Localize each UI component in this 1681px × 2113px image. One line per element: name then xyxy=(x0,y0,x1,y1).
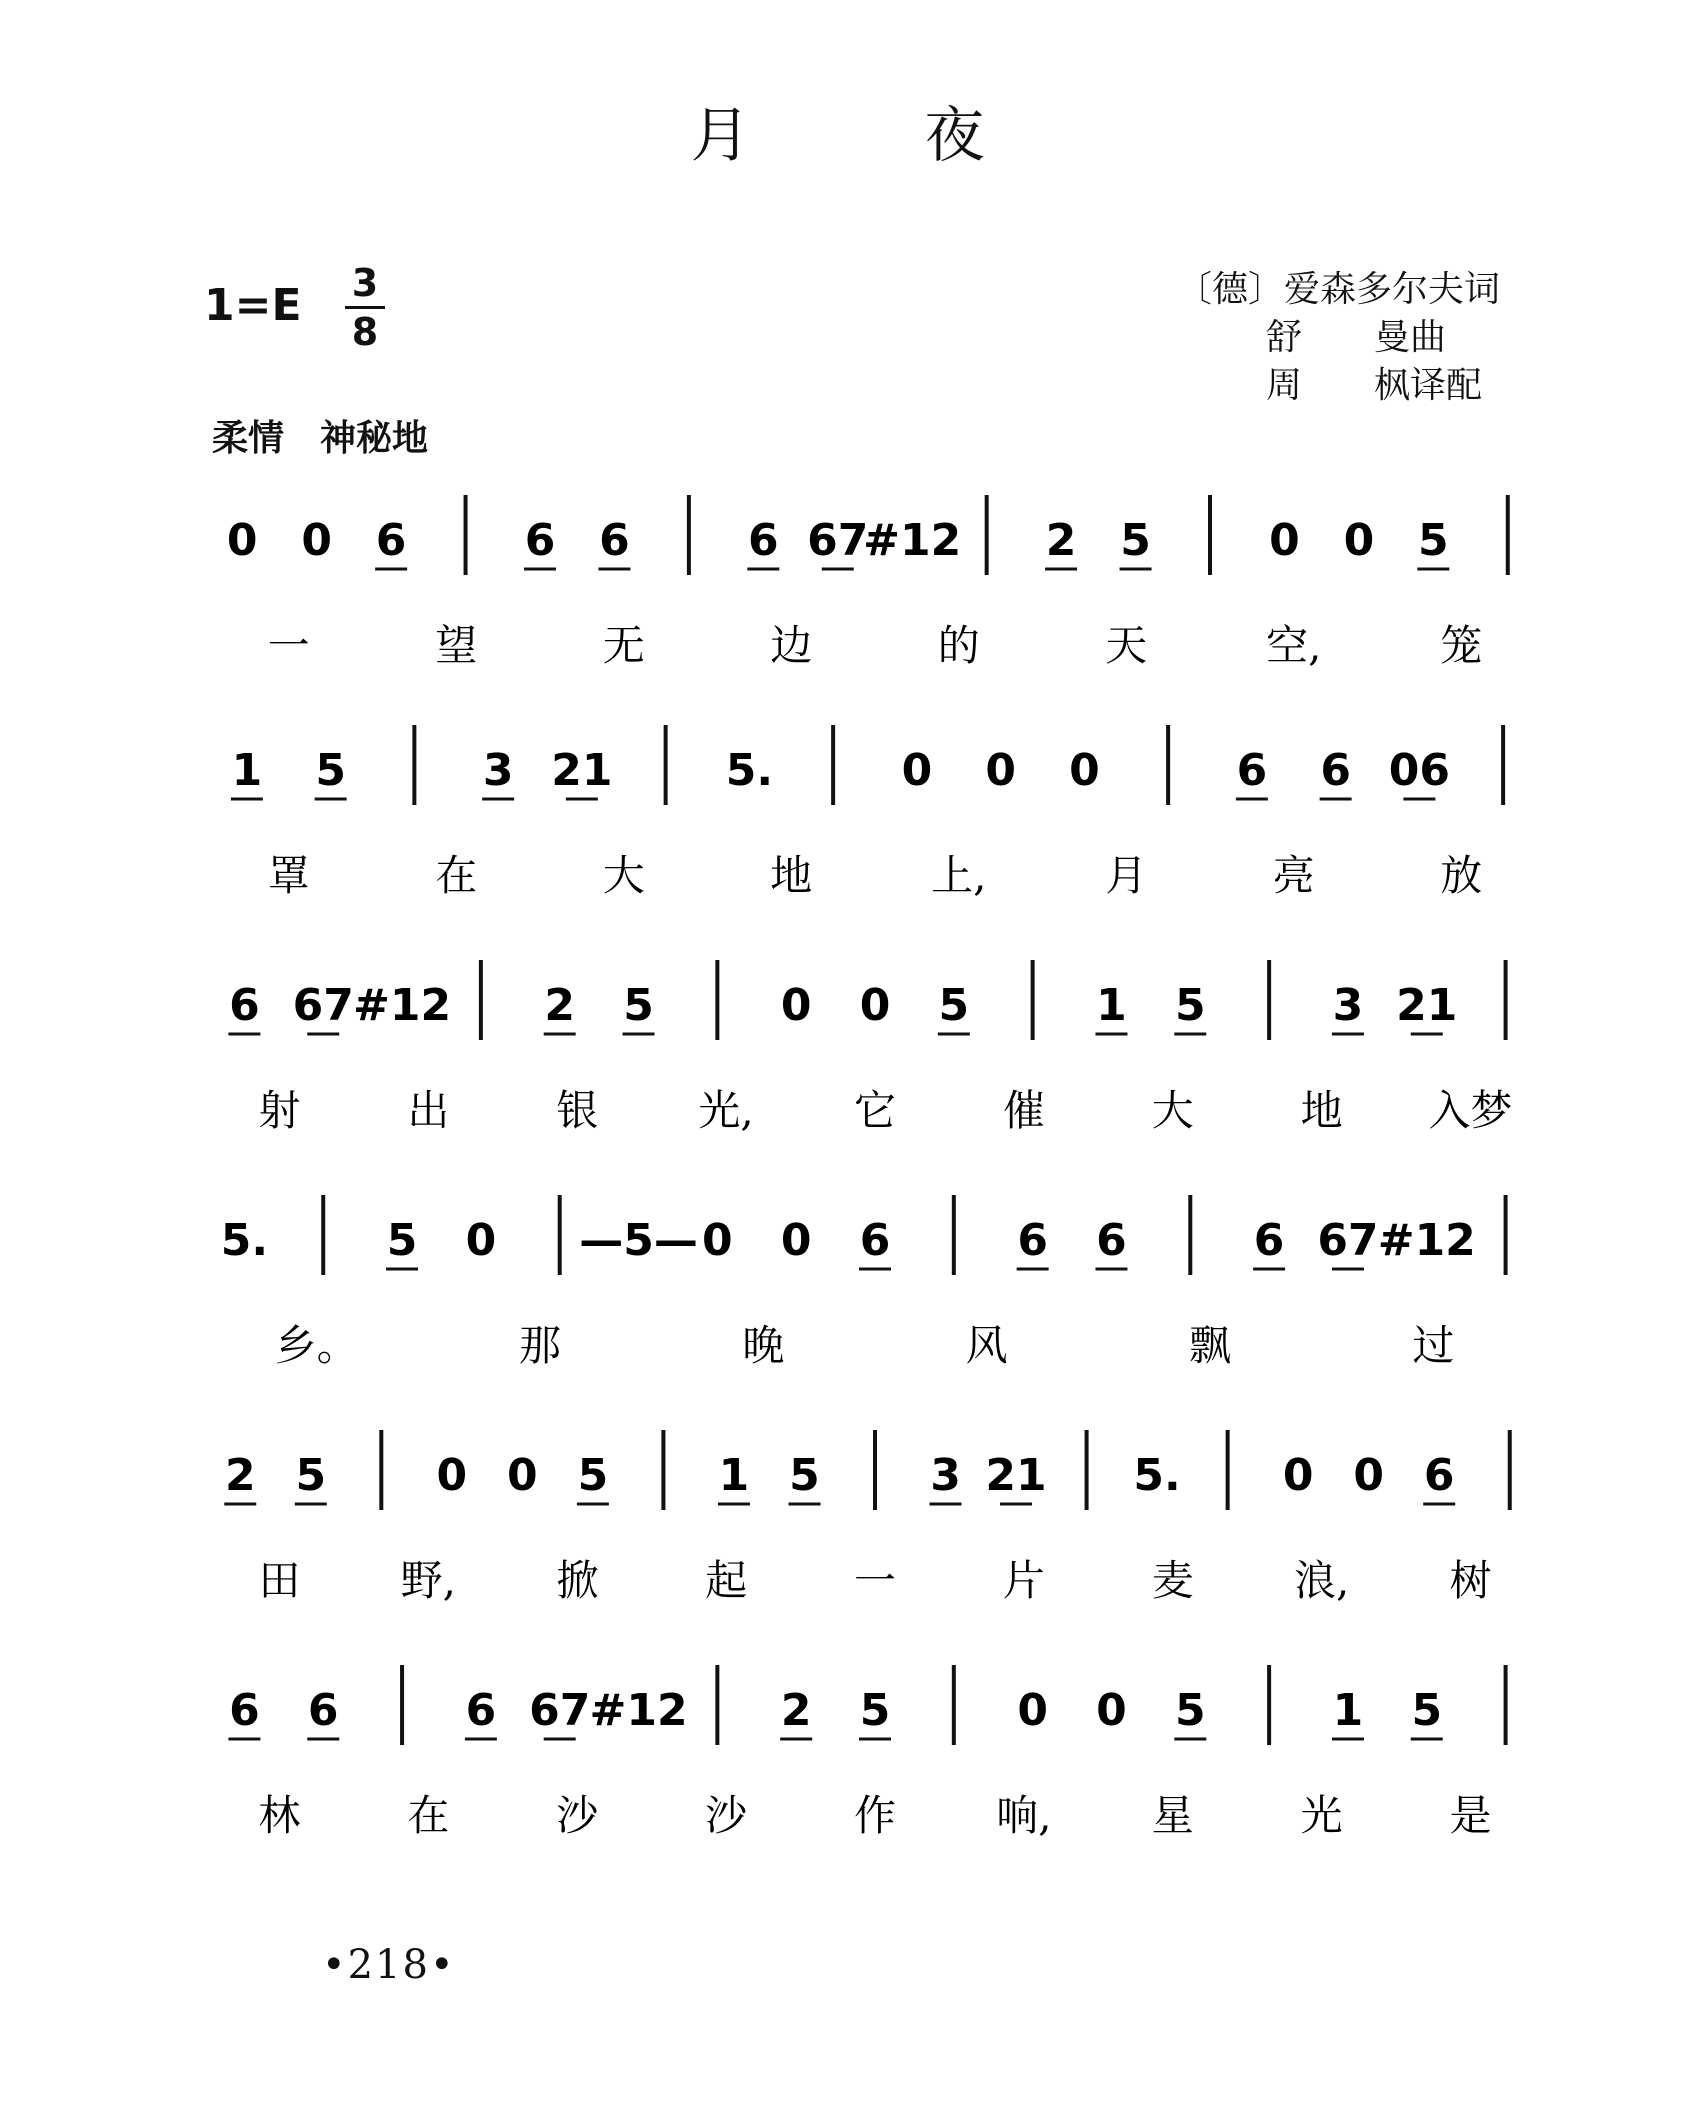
note: 5 xyxy=(295,1450,327,1501)
lyric-syllable: 响, xyxy=(996,1791,1052,1840)
time-denominator: 8 xyxy=(351,310,379,354)
music-system xyxy=(0,495,1681,695)
lyric-syllable: 放 xyxy=(1440,851,1483,900)
lyric-syllable: 一 xyxy=(853,1556,897,1605)
note: 21 xyxy=(985,1450,1047,1501)
note: 1 xyxy=(1332,1685,1364,1736)
note: #12 xyxy=(1377,1215,1476,1266)
notation-svg xyxy=(0,725,1681,925)
note: 6 xyxy=(375,515,407,566)
note: 0 xyxy=(1069,745,1100,796)
note: 6 xyxy=(1253,1215,1285,1266)
lyricist: 爱森多尔夫词 xyxy=(1284,269,1501,310)
note: 5 xyxy=(623,980,654,1031)
note: 1 xyxy=(231,745,263,796)
notation-svg xyxy=(0,1195,1681,1395)
lyric-syllable: 无 xyxy=(602,621,645,670)
lyric-syllable: 是 xyxy=(1449,1791,1492,1840)
lyric-syllable: 出 xyxy=(407,1086,450,1135)
time-signature xyxy=(345,262,385,353)
note: 5 xyxy=(315,745,346,796)
music-system xyxy=(0,725,1681,925)
note: 1 xyxy=(718,1450,750,1501)
tempo-marking: 柔情 神秘地 xyxy=(212,418,429,459)
composer-credit: 舒 曼曲 xyxy=(1266,317,1447,358)
music-system xyxy=(0,960,1681,1160)
note: 21 xyxy=(1396,980,1458,1031)
note: 2 xyxy=(1045,515,1077,566)
lyric-syllable: 上, xyxy=(931,851,987,900)
note: 5 xyxy=(1418,515,1449,566)
note: 0 xyxy=(702,1215,733,1266)
notation-svg xyxy=(0,1430,1681,1630)
notation-svg xyxy=(0,960,1681,1160)
note: 6 xyxy=(1236,745,1268,796)
lyric-syllable: 大 xyxy=(602,851,645,900)
note: 0 xyxy=(780,980,812,1031)
lyric-syllable: 银 xyxy=(556,1086,599,1135)
title-char-2: 夜 xyxy=(924,101,991,171)
note: 0 xyxy=(1017,1685,1048,1736)
note: 6 xyxy=(859,1215,891,1266)
lyric-syllable: 在 xyxy=(435,851,478,900)
note: 3 xyxy=(1332,980,1364,1031)
lyric-syllable: 作 xyxy=(853,1791,897,1840)
lyric-syllable: 星 xyxy=(1151,1791,1194,1840)
notation-svg xyxy=(0,1665,1681,1865)
note: 0 xyxy=(1353,1450,1384,1501)
note: 5 xyxy=(1174,1685,1206,1736)
note: 6 xyxy=(1096,1215,1127,1266)
lyric-syllable: 在 xyxy=(407,1791,450,1840)
lyric-syllable: 林 xyxy=(258,1791,301,1840)
note: 5 xyxy=(1174,980,1206,1031)
note: 0 xyxy=(1269,515,1300,566)
fraction-bar xyxy=(345,306,385,309)
lyric-syllable: 月 xyxy=(1105,851,1148,900)
lyric-syllable: 过 xyxy=(1412,1321,1455,1370)
lyric-syllable: 浪, xyxy=(1293,1556,1350,1605)
lyric-syllable: 入梦 xyxy=(1428,1086,1513,1135)
lyric-syllable: 沙 xyxy=(705,1791,748,1840)
title-char-1: 月 xyxy=(690,101,757,171)
note: 0 xyxy=(1282,1450,1314,1501)
key-signature: 1=E xyxy=(204,280,302,331)
lyric-syllable: 地 xyxy=(1300,1086,1343,1135)
note: 0 xyxy=(780,1215,812,1266)
credits xyxy=(1176,266,1500,410)
music-system xyxy=(0,1430,1681,1630)
note: 21 xyxy=(551,745,613,796)
lyric-syllable: 晚 xyxy=(742,1321,785,1370)
note: 6 xyxy=(524,515,556,566)
note: 5 xyxy=(386,1215,418,1266)
note: 0 xyxy=(465,1215,497,1266)
note: 5. xyxy=(725,745,774,796)
lyric-syllable: 飘 xyxy=(1188,1321,1232,1370)
lyric-syllable: 大 xyxy=(1151,1086,1194,1135)
note: 6 xyxy=(1423,1450,1455,1501)
note: 6 xyxy=(465,1685,497,1736)
note: 6 xyxy=(599,515,630,566)
lyric-syllable: 掀 xyxy=(556,1556,599,1605)
note: 6 xyxy=(1320,745,1351,796)
note: 67 xyxy=(292,980,354,1031)
note: 0 xyxy=(436,1450,468,1501)
note: 0 xyxy=(859,980,891,1031)
note: 67 xyxy=(807,515,869,566)
lyric-syllable: 催 xyxy=(1002,1086,1045,1135)
note: 5 xyxy=(789,1450,820,1501)
note: 2 xyxy=(780,1685,812,1736)
music-system xyxy=(0,1665,1681,1865)
lyric-syllable: 天 xyxy=(1105,621,1148,670)
note: 0 xyxy=(507,1450,538,1501)
translator-credit: 周 枫译配 xyxy=(1266,365,1483,406)
time-numerator: 3 xyxy=(351,261,379,305)
note: 2 xyxy=(224,1450,256,1501)
note: #12 xyxy=(863,515,962,566)
lyric-syllable: 它 xyxy=(853,1086,897,1135)
lyric-syllable: 野, xyxy=(400,1556,457,1605)
lyric-syllable: 乡。 xyxy=(274,1321,359,1370)
lyric-syllable: 亮 xyxy=(1272,851,1315,900)
note: 5 xyxy=(577,1450,609,1501)
lyric-syllable: 沙 xyxy=(556,1791,599,1840)
lyric-syllable: 边 xyxy=(770,621,813,670)
note: 0 xyxy=(226,515,258,566)
lyric-syllable: 田 xyxy=(258,1556,301,1605)
note: 0 xyxy=(1096,1685,1127,1736)
note: #12 xyxy=(353,980,452,1031)
note: 5 xyxy=(938,980,970,1031)
lyric-syllable: 地 xyxy=(770,851,813,900)
note: 6 xyxy=(1017,1215,1048,1266)
note: 5. xyxy=(1133,1450,1181,1501)
note: 67 xyxy=(529,1685,591,1736)
lyric-syllable: 那 xyxy=(518,1321,562,1370)
note: 2 xyxy=(544,980,576,1031)
note: 5. xyxy=(220,1215,269,1266)
note: 0 xyxy=(985,745,1016,796)
lyric-syllable: 射 xyxy=(258,1086,301,1135)
note: 0 xyxy=(301,515,332,566)
lyric-syllable: 一 xyxy=(267,621,310,670)
note: #12 xyxy=(589,1685,688,1736)
note: 3 xyxy=(930,1450,961,1501)
lyric-syllable: 风 xyxy=(965,1321,1008,1370)
lyric-syllable: 麦 xyxy=(1151,1556,1194,1605)
lyric-syllable: 的 xyxy=(937,621,980,670)
song-title xyxy=(0,88,1681,174)
origin-label: 〔德〕 xyxy=(1176,269,1285,310)
note: —5— xyxy=(579,1215,698,1266)
lyric-syllable: 光 xyxy=(1300,1791,1343,1840)
note: 06 xyxy=(1388,745,1450,796)
lyricist-credit xyxy=(1176,266,1500,314)
note: 5 xyxy=(1411,1685,1443,1736)
note: 67 xyxy=(1317,1215,1379,1266)
note: 3 xyxy=(482,745,514,796)
lyric-syllable: 罩 xyxy=(267,851,310,900)
notation-svg xyxy=(0,495,1681,695)
lyric-syllable: 树 xyxy=(1449,1556,1492,1605)
note: 6 xyxy=(229,980,260,1031)
lyric-syllable: 望 xyxy=(435,621,478,670)
page-number: •218• xyxy=(322,1942,456,1988)
lyric-syllable: 笼 xyxy=(1440,621,1483,670)
note: 6 xyxy=(748,515,779,566)
note: 5 xyxy=(859,1685,891,1736)
lyric-syllable: 起 xyxy=(705,1556,748,1605)
music-system xyxy=(0,1195,1681,1395)
note: 1 xyxy=(1096,980,1127,1031)
lyric-syllable: 光, xyxy=(698,1086,754,1135)
note: 0 xyxy=(1343,515,1375,566)
lyric-syllable: 空, xyxy=(1266,621,1322,670)
note: 0 xyxy=(901,745,933,796)
lyric-syllable: 片 xyxy=(1002,1556,1045,1605)
note: 5 xyxy=(1120,515,1151,566)
note: 6 xyxy=(307,1685,339,1736)
note: 6 xyxy=(229,1685,260,1736)
